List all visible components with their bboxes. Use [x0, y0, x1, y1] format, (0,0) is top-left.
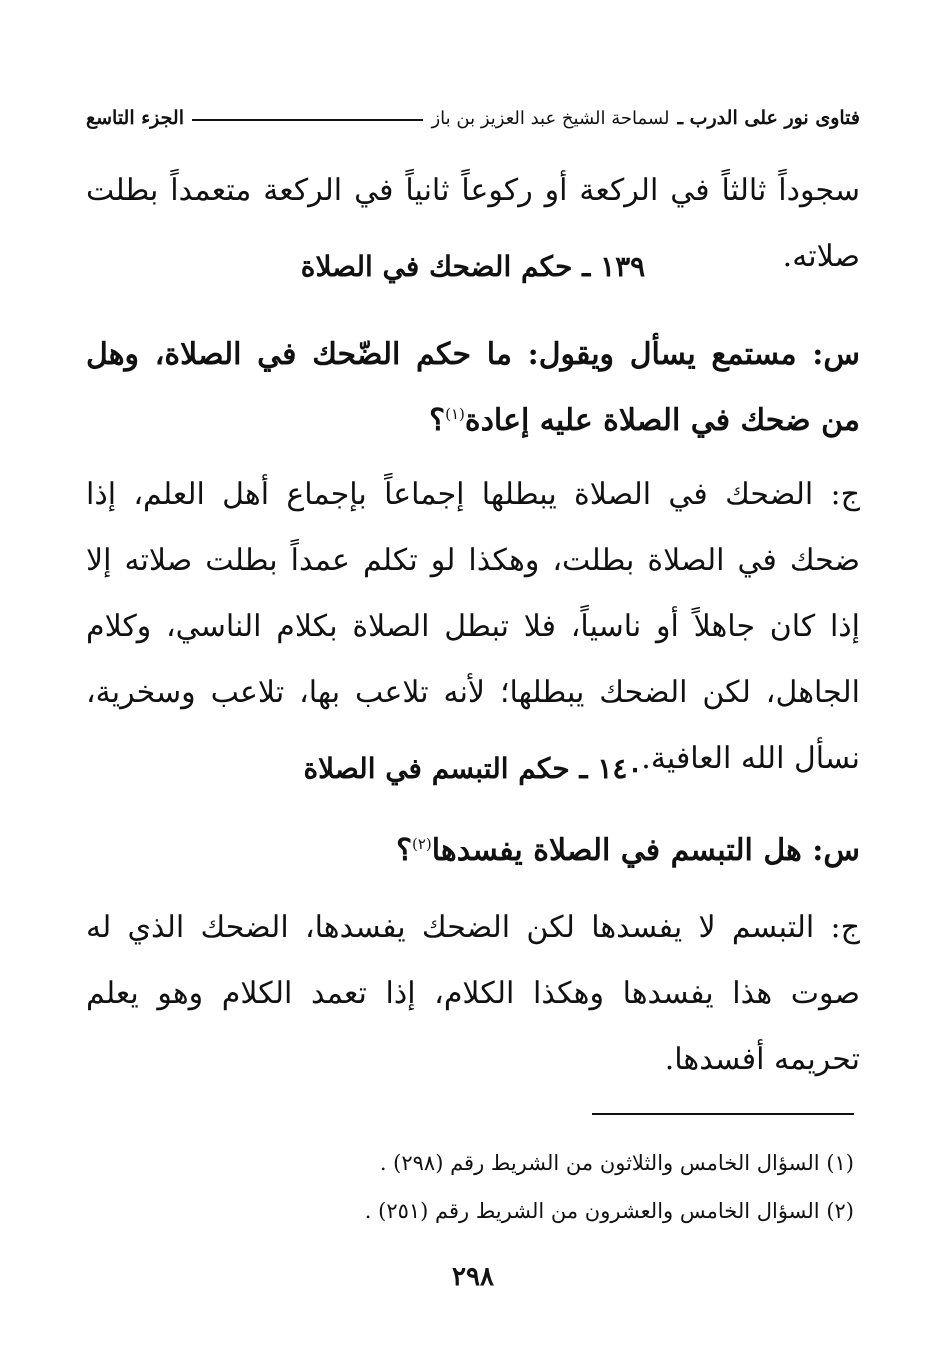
page-number: ٢٩٨: [452, 1262, 494, 1292]
continuation-paragraph: سجوداً ثالثاً في الركعة أو ركوعاً ثانياً في الركعة متعمداً بطلت صلاته.: [86, 173, 860, 274]
book-title: فتاوى نور على الدرب ـ: [677, 107, 860, 129]
question-mark: ؟: [396, 833, 412, 868]
fatwa-140-answer: ج: التبسم لا يفسدها لكن الضحك يفسدها، الضحك الذي له صوت هذا يفسدها وهكذا الكلام، إذا تعمد الكلام وهو يعلم تحريمه أفسدها.: [86, 910, 860, 1077]
question-text: س: مستمع يسأل ويقول: ما حكم الضّحك في الصلاة، وهل من ضحك في الصلاة عليه إعادة: [86, 337, 860, 438]
running-header: [86, 100, 860, 136]
header-rule: [192, 119, 423, 121]
fatwa-140-heading: ١٤٠ ـ حكم التبسم في الصلاة: [303, 752, 643, 785]
fatwa-139-question: [86, 322, 860, 454]
footnote-2: (٢) السؤال الخامس والعشرون من الشريط رقم (٢٥١) .: [364, 1199, 854, 1223]
fatwa-139-answer: ج: الضحك في الصلاة يبطلها إجماعاً بإجماع أهل العلم، إذا ضحك في الصلاة بطلت، وهكذا لو تكلم عمداً بطلت صلاته إلا إذا كان جاهلاً أو ناسياً، فلا تبطل الصلاة بكلام الناسي، وكلام الجاهل، لكن الضحك يبطلها؛ لأنه تلاعب بها، تلاعب وسخرية، نسأل الله العافية.: [86, 477, 860, 776]
fatwa-140-question: [86, 818, 860, 884]
footnote-ref-2: (٢): [412, 835, 432, 853]
footnote-1: (١) السؤال الخامس والثلاثون من الشريط رقم (٢٩٨) .: [379, 1151, 854, 1175]
question-text: س: هل التبسم في الصلاة يفسدها: [431, 833, 860, 868]
footnote-separator: [592, 1113, 854, 1115]
question-mark: ؟: [429, 403, 446, 438]
fatwa-139-heading: ١٣٩ ـ حكم الضحك في الصلاة: [300, 250, 646, 283]
part-label: الجزء التاسع: [86, 107, 184, 129]
footnote-ref-1: (١): [445, 405, 465, 423]
author-name: لسماحة الشيخ عبد العزيز بن باز: [431, 107, 670, 129]
